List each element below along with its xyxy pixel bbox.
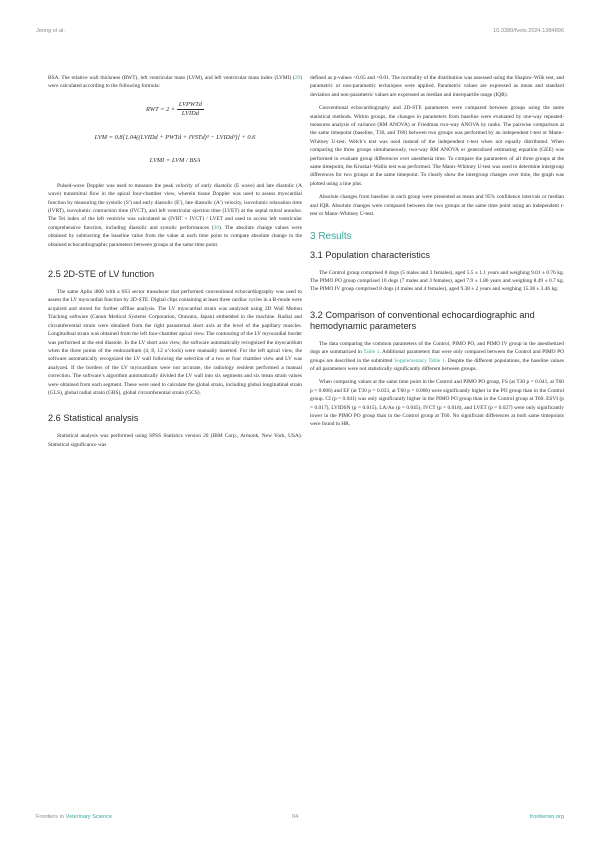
paragraph: Conventional echocardiography and 2D-STE parameters were compared between groups using the same statistical methods. Within groups, the changes in parameters from baseline were evaluated by one-way repeated-measures analysis of variance (RM ANOVA) or Friedman two-way ANOVA by ranks. The pairwise comparison at the same timepoint (baseline, T30, and T60) between two groups was performed by an independent t-test or Mann–Whitney U-test. Welch’s test was used instead of the independent t-test when not equally distributed. When comparing the three groups simultaneously, two-way RM ANOVA or generalized estimating equation (GEE) was performed to evaluate group differences over anesthesia time. To compare the parameters of all three groups at the same timepoint, the Kruskal–Wallis test was performed. The Mann–Whitney U-test was used to determine intergroup differences for two groups at the same timepoint. To clearly show the intergroup changes over time, the graph was plotted using a line plot. [310, 105, 564, 187]
section-heading: 2.5 2D-STE of LV function [48, 269, 155, 280]
footer-site-link[interactable]: frontiersin.org [529, 814, 564, 820]
table-link[interactable]: Table 1 [363, 349, 380, 356]
paragraph: The data comparing the common parameters of the Control, PIMO PO, and PIMO IV group in the anesthetized dogs are summarized in Table 1. Additional parameters that were only compared between the Control and PIMO PO groups are described in the submitted Supplementary Table 1. Despite the different populations, the baseline values of all parameters were not statistically significantly different between groups. [310, 340, 564, 372]
paragraph: BSA. The relative wall thickness (RWT), left ventricular mass (LVM), and left ventricular mass index (LVMI) (29) were calculated according to the following formula: [48, 75, 302, 90]
equation-rwt: RWT = 2 × $\frac{\text{LVPWTd}}{\text{LVIDd}}$ [146, 100, 202, 117]
section-heading: 2.6 Statistical analysis [48, 413, 139, 424]
supplementary-link[interactable]: Supplementary Table 1 [394, 357, 445, 364]
running-header-doi: 10.3389/fvets.2024.1384896 [493, 28, 564, 34]
reference-link[interactable]: 29 [294, 75, 301, 81]
paragraph: defined as p-values <0.05 and <0.01. The normality of the distribution was assessed using the Shapiro–Wilk test, and parametric or non-parametric techniques were applied. Parametric values are expressed as mean and standard deviation and non-parametric values are expressed as median and interquartile range (IQR). [310, 75, 564, 98]
paragraph: When comparing values at the same time point in the Control and PIMO PO group, FS (at T30 p = 0.041, at T60 p = 0.006) and EF (at T30 p = 0.033, at T60 p = 0.006) were significantly higher in the PO group than in the Control group. CI (p = 0.041) was only significantly higher in the PIMO PO group than in the Control group at T60. ESVI (p = 0.017), LVIDSN (p = 0.015), LA/Ao (p = 0.045), IVCT (p = 0.018), and LVET (p = 0.027) were only significantly lower in the PIMO PO group than in the Control group at T60. No significant differences at both same timepoints were found in HR, [310, 379, 564, 428]
right-column [310, 74, 564, 434]
running-header-authors: Jeong et al. [36, 28, 65, 34]
reference-link[interactable]: 30 [213, 224, 220, 231]
paragraph: Statistical analysis was performed using SPSS Statistics version 20 (IBM Corp., Armonk, New York, USA). Statistical significance was [48, 433, 302, 448]
paragraph: The Control group comprised 8 dogs (5 males and 3 females), aged 5.5 ± 1.1 years and weighing 9.01 ± 0.76 kg. The PIMO PO group comprised 10 dogs (7 males and 3 females), aged 7.9 ± 1.86 years and weighing 8.49 ± 0.7 kg. The PIMO IV group comprised 8 dogs (4 males and 4 females), aged 9.38 ± 2 years and weighing 15.38 ± 3.46 kg. [310, 269, 564, 293]
left-column [48, 74, 302, 454]
equation-lvm: LVM = 0.8[1.04((LVIDd + PWTd + IVSTd)³ − LVIDd³)] + 0.6 [94, 133, 256, 141]
paragraph: The same Aplio i800 with a 6S3 sector transducer that performed conventional echocardiography was used to assess the LV myocardial function by 2D-STE. Digital clips containing at least three cardiac cycles in a B-mode were acquired and stored for further offline analysis. The LV myocardial strain was analyzed using 2D Wall Motion Tracking software (Canon Medical Systems Corporation, Otawara, Japan) embedded in the machine. Radial and circumferential strain were obtained from the right parasternal short axis at the level of the papillary muscles. Longitudinal strain was obtained from the left four-chamber apical view. The contouring of the LV myocardial border was performed at the end diastole. In the LV short axis view, the software automatically recognized the myocardium when the three points of the endocardium (4, 8, 12 o’clock) were manually inserted. For the left apical view, the software automatically recognized the LV wall following the selection of a two or four chamber view and LV was analyzed. If the borders of the LV myocardium were not accurate, the radiology resident performed a manual correction. The software’s algorithm automatically divided the LV wall into six segments and six mean strain values were obtained from each segment. These were used to calculate the global strain, including global longitudinal strain (GLS), global radial strain (GRS), global circumferential strain (GCS). [48, 289, 302, 396]
section-heading: 3 Results [310, 230, 352, 242]
subsection-heading: 3.2 Comparison of conventional echocardiographic and hemodynamic parameters [310, 309, 535, 331]
footer-journal[interactable]: Frontiers in Veterinary Science [36, 814, 113, 820]
paragraph: Absolute changes from baseline in each group were presented as mean and 95% confidence intervals or median and IQR. Absolute changes were compared between the two groups at the same time point using an independent t-test or Mann–Whitney U-test. [310, 194, 564, 218]
subsection-heading: 3.1 Population characteristics [310, 249, 431, 260]
page-number: 04 [292, 814, 299, 820]
paragraph: Pulsed-wave Doppler was used to measure the peak velocity of early diastolic (E wave) and late diastolic (A wave) transmitral flow in the apical four-chamber view, wherein tissue Doppler was used to assess myocardial function by measuring the systolic (S′) and early diastolic (E′), late diastolic (A′) velocity, isovolumic relaxation time (IVRT), isovolumic contraction time (IVCT), and left ventricular ejection time (LVET) at the septal mitral annulus. The Tei index of the left ventricle was calculated as (IVRT + IVCT) / LVET and used to access left ventricular comprehensive function, including diastolic and systolic performances (30). The absolute change values were obtained by subtracting the baseline value from the value at each time point to compare absolute change in the obtained echocardiographic parameters between groups at the same time point. [48, 182, 302, 248]
equation-lvmi: LVMI = LVM / BSA [149, 156, 201, 164]
